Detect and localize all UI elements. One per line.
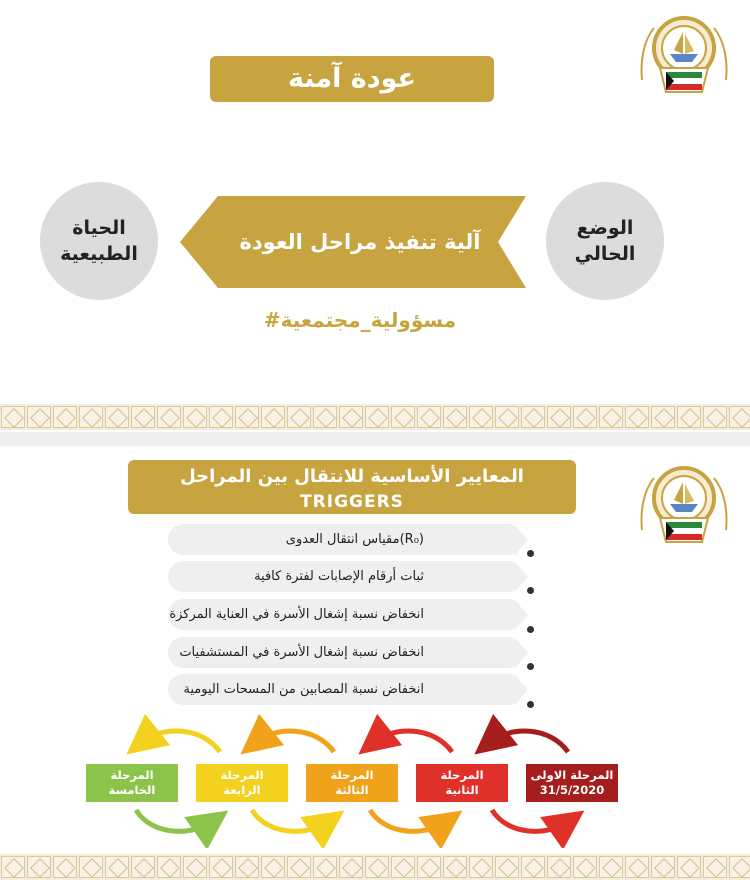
return-mechanism-arrow (180, 196, 526, 288)
page-title: عودة آمنة (210, 56, 494, 102)
phase-3-box (306, 764, 398, 802)
phase-2-line2: الثانية (445, 783, 479, 797)
normal-life-line2: الطبيعية (60, 243, 138, 265)
criterion-item (168, 561, 514, 592)
bullet-dot (527, 587, 534, 594)
normal-life-line1: الحياة (72, 217, 126, 239)
current-status-label (555, 215, 655, 267)
slide-safe-return (0, 0, 750, 433)
phase-3-line2: الثالثة (335, 783, 369, 797)
phase-2-box (416, 764, 508, 802)
normal-life-circle (40, 182, 158, 300)
hashtag-text: #مسؤولية_مجتمعية (263, 308, 457, 332)
current-status-line1: الوضع (576, 217, 634, 239)
back-arrow-2 (374, 731, 452, 752)
forward-arrow-4 (492, 810, 568, 831)
criterion-item (168, 599, 514, 630)
triggers-banner (128, 460, 576, 514)
triggers-title: المعايير الأساسية للانتقال بين المراحل (180, 466, 524, 487)
phase-4-line2: الرابعة (223, 783, 261, 797)
phase-4-box (196, 764, 288, 802)
phase-5-box (86, 764, 178, 802)
bullet-dot (527, 550, 534, 557)
forward-arrow-1 (136, 810, 212, 831)
slide-separator (0, 432, 750, 446)
criterion-text: انخفاض نسبة إشغال الأسرة في العناية المركزة (169, 607, 424, 622)
phase-1-line2: 31/5/2020 (539, 783, 605, 797)
phase-2-line1: المرحلة (440, 768, 484, 782)
normal-life-label (49, 215, 149, 267)
bullet-dot (527, 626, 534, 633)
criterion-item (168, 674, 514, 705)
forward-arrow-2 (252, 810, 328, 831)
forward-arrow-3 (370, 810, 446, 831)
bullet-dot (527, 663, 534, 670)
phase-5-line1: المرحلة (110, 768, 154, 782)
criterion-text: انخفاض نسبة إشغال الأسرة في المستشفيات (179, 645, 424, 660)
decorative-border (0, 404, 750, 430)
return-mechanism-label: آلية تنفيذ مراحل العودة (239, 230, 481, 254)
phase-1-box (526, 764, 618, 802)
phase-4-line1: المرحلة (220, 768, 264, 782)
criterion-text: انخفاض نسبة المصابين من المسحات اليومية (183, 682, 424, 697)
cabinet-logo (636, 10, 728, 120)
bullet-dot (527, 701, 534, 708)
criterion-text: ثبات أرقام الإصابات لفترة كافية (254, 569, 424, 584)
criterion-item (168, 524, 514, 555)
emblem-icon (636, 10, 728, 120)
emblem-icon (636, 460, 728, 570)
back-arrow-4 (142, 731, 220, 752)
slide-triggers (0, 446, 750, 880)
current-status-circle (546, 182, 664, 300)
phase-1-line1: المرحلة الاولى (530, 768, 614, 782)
criterion-text: مقياس انتقال العدوى(R₀) (285, 532, 424, 547)
phase-5-line2: الخامسة (108, 783, 156, 797)
decorative-border-2 (0, 854, 750, 880)
cabinet-logo-2 (636, 460, 728, 570)
current-status-line2: الحالي (574, 243, 636, 265)
phase-3-line1: المرحلة (330, 768, 374, 782)
back-arrow-3 (256, 731, 334, 752)
criterion-item (168, 637, 514, 668)
triggers-subtitle: TRIGGERS (300, 492, 404, 512)
back-arrow-1 (490, 731, 568, 752)
